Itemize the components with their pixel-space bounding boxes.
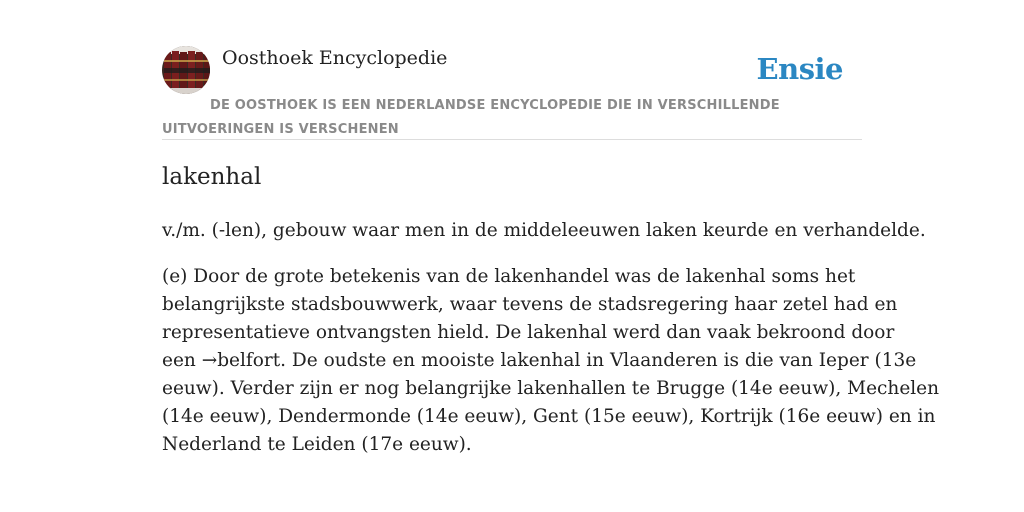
site-tagline: DE OOSTHOEK IS EEN NEDERLANDSE ENCYCLOPEDIE DIE IN VERSCHILLENDE UITVOERINGEN IS VERSCHENEN <box>162 98 780 137</box>
body-line: eeuw). Verder zijn er nog belangrijke lakenhallen te Brugge (14e eeuw), Mechelen <box>162 378 940 399</box>
brand-logo[interactable]: Ensie <box>756 52 843 86</box>
body-line-with-belfort-link[interactable]: een →belfort. De oudste en mooiste lakenhal in Vlaanderen is die van Ieper (13e <box>162 350 917 371</box>
page-container <box>162 44 940 455</box>
entry-body <box>162 263 940 459</box>
body-line: representatieve ontvangsten hield. De lakenhal werd dan vaak bekroond door <box>162 322 895 343</box>
entry-definition: v./m. (-len), gebouw waar men in de middeleeuwen laken keurde en verhandelde. <box>162 220 926 241</box>
entry-title: lakenhal <box>162 164 262 190</box>
site-name[interactable]: Oosthoek Encyclopedie <box>222 47 448 69</box>
body-line: (e) Door de grote betekenis van de lakenhandel was de lakenhal soms het <box>162 266 856 287</box>
body-line: (14e eeuw), Dendermonde (14e eeuw), Gent (15e eeuw), Kortrijk (16e eeuw) en in <box>162 406 936 427</box>
body-line: Nederland te Leiden (17e eeuw). <box>162 434 472 455</box>
encyclopedia-books-icon[interactable] <box>162 46 210 94</box>
site-header <box>162 44 862 140</box>
body-line: belangrijkste stadsbouwwerk, waar tevens de stadsregering haar zetel had en <box>162 294 898 315</box>
